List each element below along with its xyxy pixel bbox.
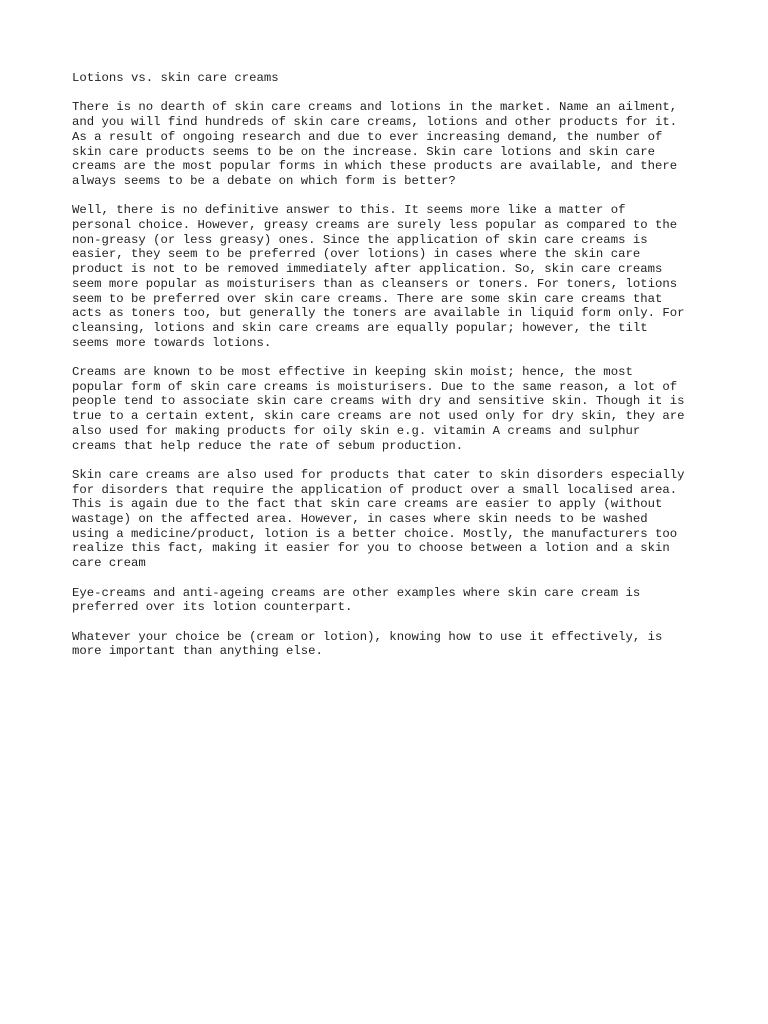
- document-body: [72, 71, 712, 674]
- paragraph-skin-disorders: Skin care creams are also used for products that cater to skin disorders especially for disorders that require the application of product over a small localised area. This is again due to the fact that skin care creams are easier to apply (without wastage) on the affected area. However, in cases where skin needs to be washed using a medicine/product, lotion is a better choice. Mostly, the manufacturers too realize this fact, making it easier for you to choose between a lotion and a skin care cream: [72, 467, 685, 571]
- paragraph-moisturisers: Creams are known to be most effective in keeping skin moist; hence, the most popular form of skin care creams is moisturisers. Due to the same reason, a lot of people tend to associate skin care creams with dry and sensitive skin. Though it is true to a certain extent, skin care creams are not used only for dry skin, they are also used for making products for oily skin e.g. vitamin A creams and sulphur creams that help reduce the rate of sebum production.: [72, 365, 685, 453]
- document-title: Lotions vs. skin care creams: [72, 71, 279, 85]
- paragraph-choice: Well, there is no definitive answer to this. It seems more like a matter of personal choice. However, greasy creams are surely less popular as compared to the non-greasy (or less greasy) ones. Since the application of skin care creams is easier, they seem to be preferred (over lotions) in cases where the skin care product is not to be removed immediately after application. So, skin care creams seem more popular as moisturisers than as cleansers or toners. For toners, lotions seem to be preferred over skin care creams. There are some skin care creams that acts as toners too, but generally the toners are available in liquid form only. For cleansing, lotions and skin care creams are equally popular; however, the tilt seems more towards lotions.: [72, 203, 685, 350]
- paragraph-conclusion: Whatever your choice be (cream or lotion), knowing how to use it effectively, is more important than anything else.: [72, 629, 663, 659]
- paragraph-intro: There is no dearth of skin care creams and lotions in the market. Name an ailment, and you will find hundreds of skin care creams, lotions and other products for it. As a result of ongoing research and due to ever increasing demand, the number of skin care products seems to be on the increase. Skin care lotions and skin care creams are the most popular forms in which these products are available, and there always seems to be a debate on which form is better?: [72, 100, 678, 188]
- paragraph-eye-creams: Eye-creams and anti-ageing creams are other examples where skin care cream is preferred over its lotion counterpart.: [72, 585, 641, 615]
